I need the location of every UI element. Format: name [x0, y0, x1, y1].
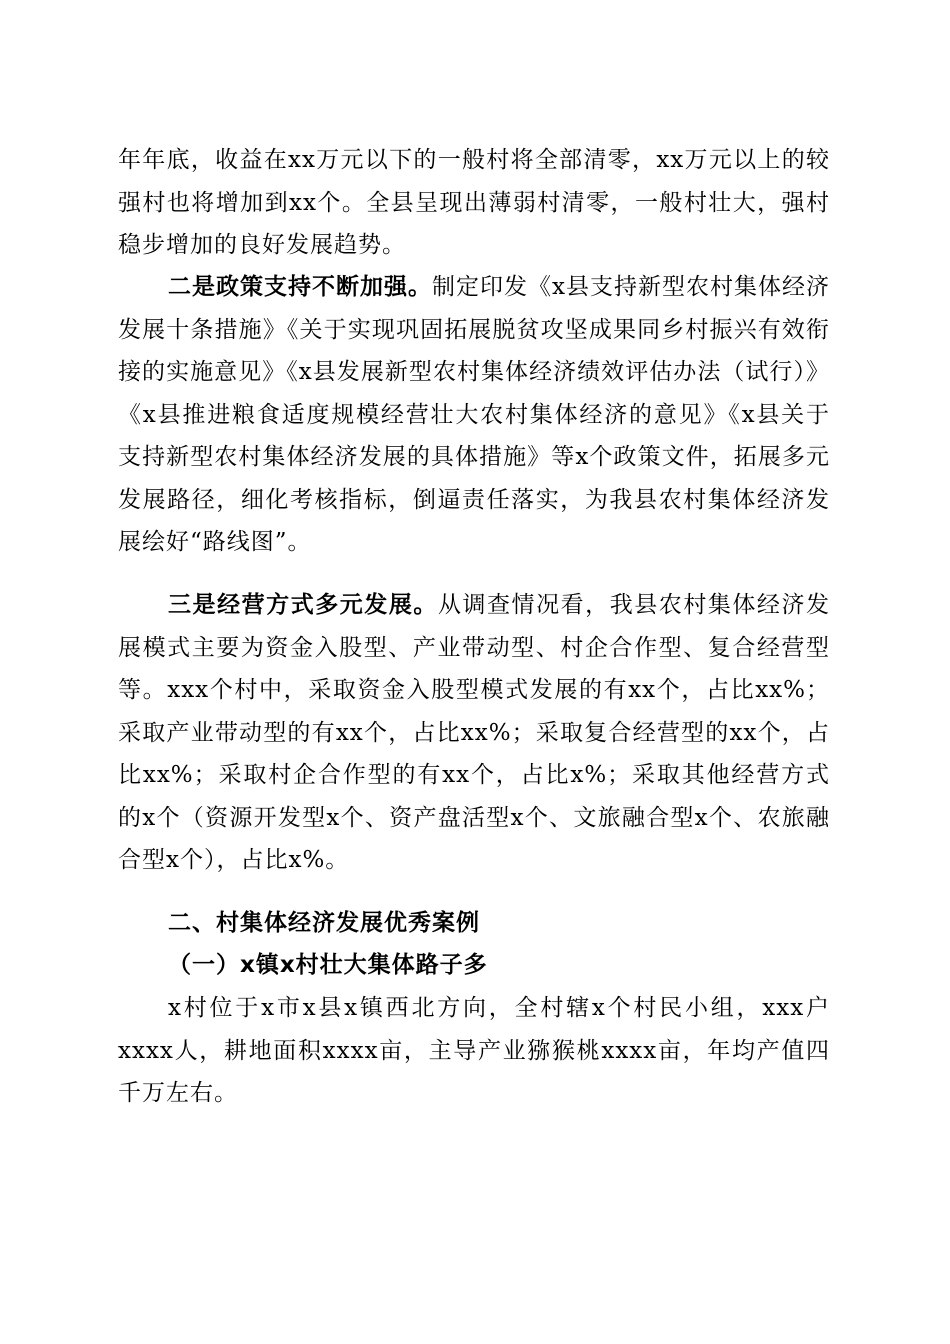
- paragraph-lead: 三是经营方式多元发展。: [168, 592, 438, 618]
- paragraph-text: 年年底，收益在xx万元以下的一般村将全部清零，xx万元以上的较强村也将增加到xx个。全县呈现出薄弱村清零，一般村壮大，强村稳步增加的良好发展趋势。: [118, 147, 830, 258]
- subsection-heading: （一）x镇x村壮大集体路子多: [168, 952, 488, 978]
- paragraph-lead: 二是政策支持不断加强。: [168, 274, 433, 300]
- paragraph-text: 制定印发《x县支持新型农村集体经济发展十条措施》《关于实现巩固拓展脱贫攻坚成果同乡村振兴有效衔接的实施意见》《x县发展新型农村集体经济绩效评估办法（试行）》《x县推进粮食适度规模经营壮大农村集体经济的意见》《x县关于支持新型农村集体经济发展的具体措施》等x个政策文件，拓展多元发展路径，细化考核指标，倒逼责任落实，为我县农村集体经济发展绘好“路线图”。: [118, 274, 830, 555]
- paragraph-text: 从调查情况看，我县农村集体经济发展模式主要为资金入股型、产业带动型、村企合作型、复合经营型等。xxx个村中，采取资金入股型模式发展的有xx个，占比xx%；采取产业带动型的有xx个，占比xx%；采取复合经营型的xx个，占比xx%；采取村企合作型的有xx个，占比x%；采取其他经营方式的x个（资源开发型x个、资产盘活型x个、文旅融合型x个、农旅融合型x个），占比x%。: [118, 592, 831, 873]
- paragraph-text: x村位于x市x县x镇西北方向，全村辖x个村民小组，xxx户xxxx人，耕地面积xxxx亩，主导产业猕猴桃xxxx亩，年均产值四千万左右。: [118, 995, 830, 1106]
- paragraph-village-intro: [118, 987, 830, 1115]
- paragraph-policy-support: [118, 266, 830, 564]
- section-heading: 二、村集体经济发展优秀案例: [168, 910, 480, 936]
- paragraph-continued: [118, 139, 830, 267]
- paragraph-business-models: [118, 584, 830, 882]
